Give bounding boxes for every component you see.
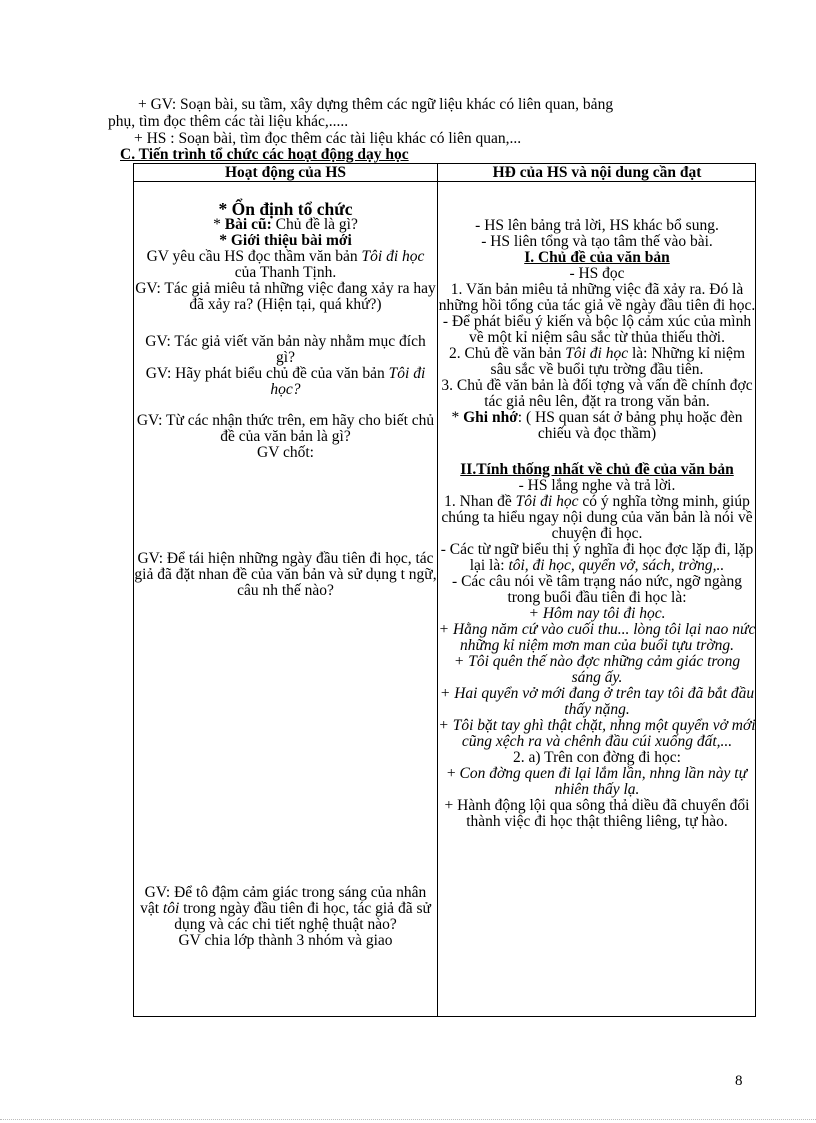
answer-r7: 3. Chủ đề văn bản là đối tợng và vấn đề chính đợc tác giả nêu lên, đặt ra trong văn bản. xyxy=(441,377,753,410)
intro-block xyxy=(108,96,748,147)
quote-1: + Hôm nay tôi đi học. xyxy=(528,605,666,622)
left-column xyxy=(134,194,437,949)
intro-gv-line2: phụ, tìm đọc thêm các tài liệu khác,..... xyxy=(108,113,349,130)
header-divider xyxy=(134,181,755,182)
answer-r19: + Con đờng quen đi lại lắm lần, nhng lần này tự nhiên thấy lạ. xyxy=(446,765,748,798)
gv-question-2: GV: Tác giả miêu tả những việc đang xảy ra hay đã xảy ra? (Hiện tại, quá khứ?) xyxy=(135,280,436,313)
quote-2: + Hằng năm cứ vào cuối thu... lòng tôi lại nao nức những kỉ niệm mơn man của buổi tựu trờng. xyxy=(438,621,756,654)
answer-r10: 1. Nhan đề Tôi đi học có ý nghĩa tờng minh, giúp chúng ta hiểu ngay nội dung của văn bản là nói về chuyện đi học. xyxy=(441,493,753,542)
right-column xyxy=(438,218,756,830)
gv-question-4: GV: Hãy phát biểu chủ đề của văn bản Tôi đi học? xyxy=(145,365,426,398)
section-1-title: I. Chủ đề của văn bản xyxy=(524,249,670,266)
gv-question-5: GV: Từ các nhận thức trên, em hãy cho biết chủ đề của văn bản là gì? xyxy=(136,412,435,445)
activity-table xyxy=(133,163,756,1017)
page-number: 8 xyxy=(735,1073,743,1089)
section-2-title: II.Tính thống nhất về chủ đề của văn bản xyxy=(460,461,734,478)
intro-hs-line: + HS : Soạn bài, tìm đọc thêm các tài liệu khác có liên quan,... xyxy=(134,130,522,147)
quote-3: + Tôi quên thế nào đợc những cảm giác trong sáng ấy. xyxy=(453,653,741,686)
quote-5: + Tôi bặt tay ghì thật chặt, nhng một quyển vở mới cũng xệch ra và chênh đầu cúi xuống đất,... xyxy=(438,717,756,750)
gv-question-7: GV: Để tô đậm cảm giác trong sáng của nhân vật tôi trong ngày đầu tiên đi học, tác giả đã sử dụng và các chi tiết nghệ thuật nào? xyxy=(140,884,431,933)
header-right: HĐ của HS và nội dung cần đạt xyxy=(492,164,702,181)
page-bottom-dotted-line xyxy=(0,1119,816,1120)
gv-chot: GV chốt: xyxy=(257,444,314,461)
answer-r6: 2. Chủ đề văn bản Tôi đi học là: Những kỉ niệm sâu sắc về buổi tựu trờng đầu tiên. xyxy=(449,345,745,378)
answer-r4: 1. Văn bản miêu tả những việc đã xảy ra. Đó là những hồi tổng của tác giả về ngày đầu tiên đi học. xyxy=(438,281,756,314)
ghi-nho: * Ghi nhớ: ( HS quan sát ở bảng phụ hoặc đèn chiếu và đọc thầm) xyxy=(451,409,743,442)
gv-question-1: GV yêu cầu HS đọc thầm văn bản Tôi đi học của Thanh Tịnh. xyxy=(146,248,425,281)
answer-r11: - Các từ ngữ biểu thị ý nghĩa đi học đợc lặp đi, lặp lại là: tôi, đi học, quyển vở, sách, trờng,.. xyxy=(440,541,754,574)
quote-4: + Hai quyển vở mới đang ở trên tay tôi đã bắt đầu thấy nặng. xyxy=(439,685,755,718)
answer-r3: - HS đọc xyxy=(569,265,625,282)
answer-r9: - HS lắng nghe và trả lời. xyxy=(518,477,676,494)
answer-r18: 2. a) Trên con đờng đi học: xyxy=(513,749,681,766)
gioi-thieu: * Giới thiệu bài mới xyxy=(219,232,352,249)
section-heading: C. Tiến trình tổ chức các hoạt động dạy học xyxy=(120,146,409,163)
answer-r1: - HS lên bảng trả lời, HS khác bổ sung. xyxy=(475,217,719,234)
gv-question-6: GV: Để tái hiện những ngày đầu tiên đi học, tác giả đã đặt nhan đề của văn bản và sử dụng t ngữ, câu nh thế nào? xyxy=(134,550,437,599)
header-left: Hoạt động của HS xyxy=(224,164,346,181)
intro-gv-line1: + GV: Soạn bài, su tầm, xây dựng thêm các ngữ liệu khác có liên quan, bảng xyxy=(138,96,614,113)
on-dinh: * Ổn định tổ chức xyxy=(218,199,353,219)
gv-question-8: GV chia lớp thành 3 nhóm và giao xyxy=(178,932,393,949)
answer-r5: - Để phát biểu ý kiến và bộc lộ cảm xúc của mình về một kỉ niệm sâu sắc từ thủa thiếu thời. xyxy=(442,313,752,346)
answer-r2: - HS liên tổng và tạo tâm thế vào bài. xyxy=(481,233,713,250)
gv-question-3: GV: Tác giả viết văn bản này nhằm mục đích gì? xyxy=(145,333,426,366)
answer-r20: + Hành động lội qua sông thả diều đã chuyển đổi thành việc đi học thật thiêng liêng, tự hào. xyxy=(444,797,750,830)
bai-cu: * Bài cũ: Chủ đề là gì? xyxy=(213,216,358,233)
answer-r12: - Các câu nói về tâm trạng náo nức, ngỡ ngàng trong buổi đầu tiên đi học là: xyxy=(452,573,742,606)
